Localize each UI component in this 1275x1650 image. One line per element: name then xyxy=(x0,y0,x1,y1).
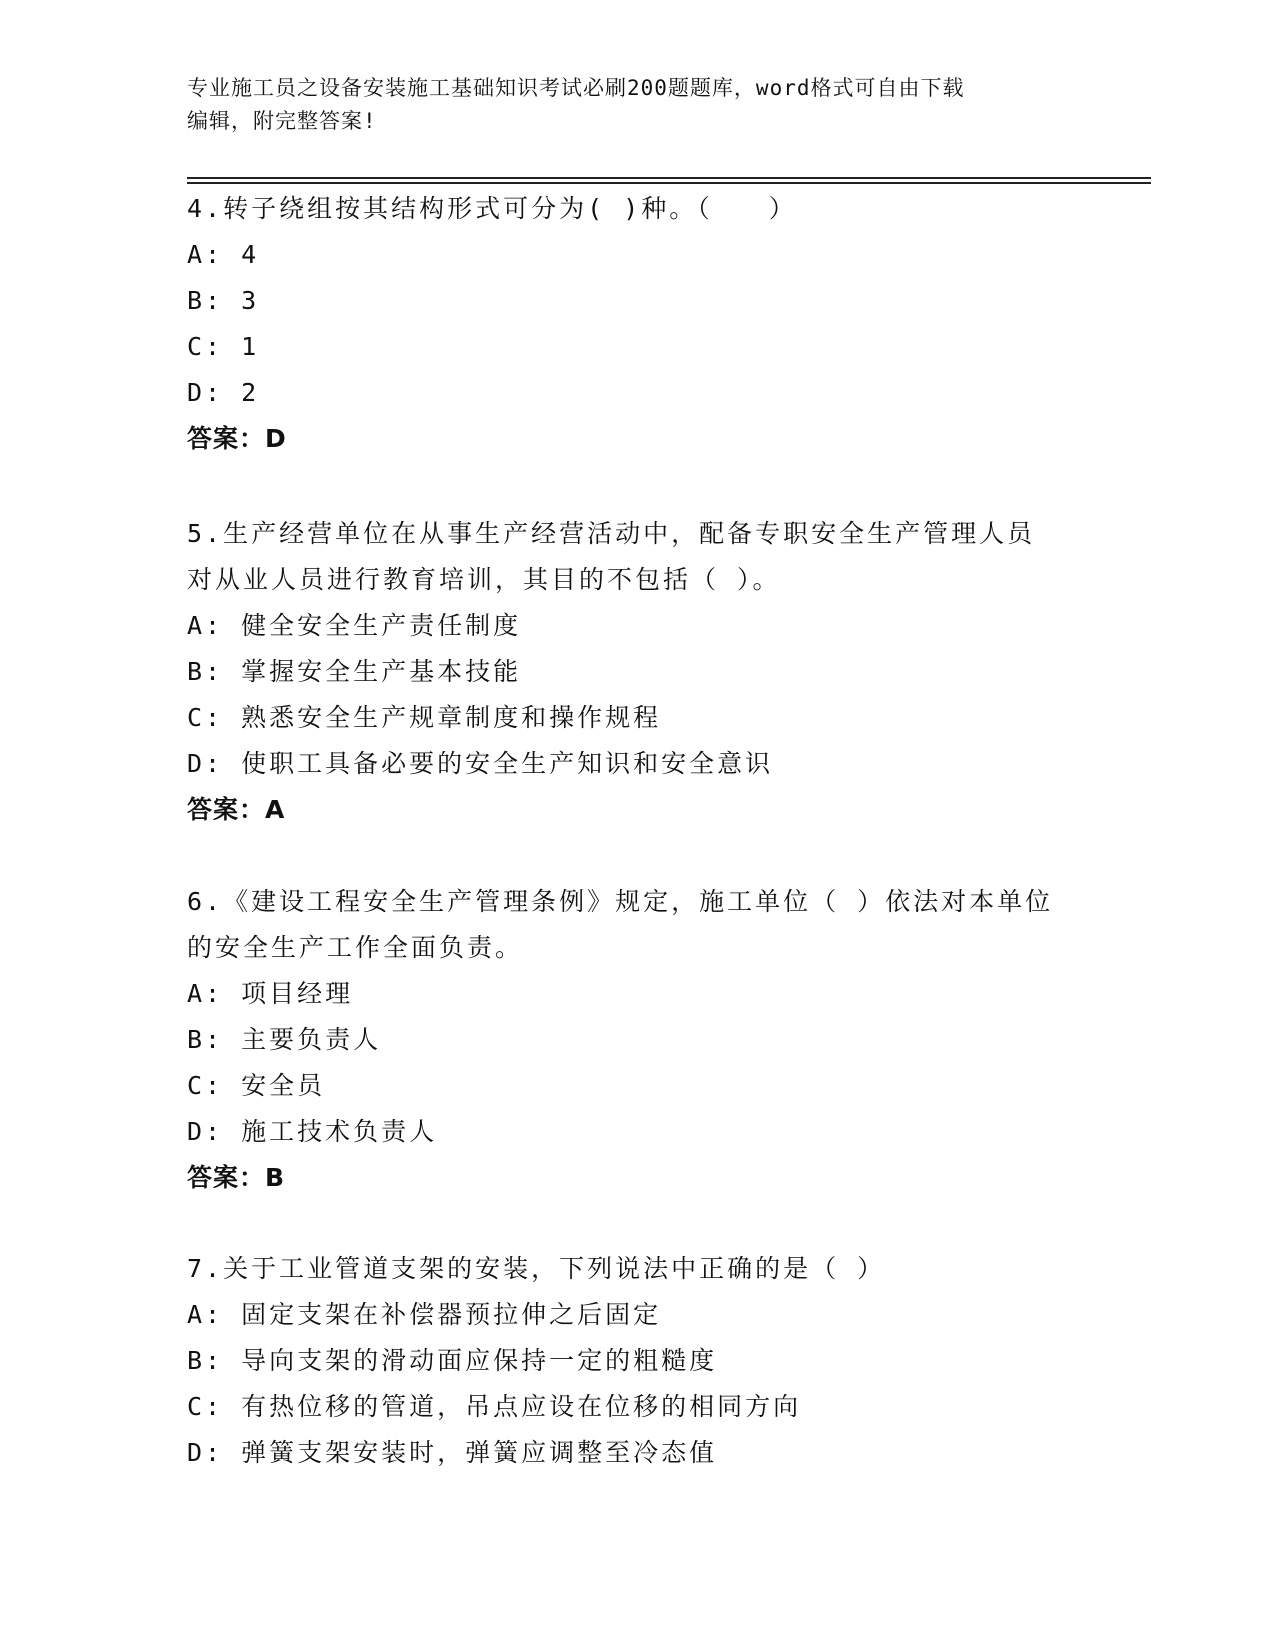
option-d: D: 2 xyxy=(187,378,260,407)
option-b: B: 主要负责人 xyxy=(187,1025,382,1054)
option-c: C: 有热位移的管道，吊点应设在位移的相同方向 xyxy=(187,1392,802,1421)
document-header xyxy=(187,72,1087,138)
option-a: A: 健全安全生产责任制度 xyxy=(187,611,522,640)
question-stem: 4.转子绕组按其结构形式可分为( )种。（ ） xyxy=(187,194,797,223)
answer: 答案：B xyxy=(187,1163,286,1192)
option-a: A: 项目经理 xyxy=(187,979,354,1008)
question-stem-continued: 的安全生产工作全面负责。 xyxy=(187,933,524,962)
answer: 答案：A xyxy=(187,795,286,824)
question-stem: 5.生产经营单位在从事生产经营活动中，配备专职安全生产管理人员 xyxy=(187,519,1036,548)
header-line-1: 专业施工员之设备安装施工基础知识考试必刷200题题库，word格式可自由下载 xyxy=(187,76,965,100)
question-6 xyxy=(187,879,1107,1201)
question-stem: 7.关于工业管道支架的安装，下列说法中正确的是（ ） xyxy=(187,1254,886,1283)
option-c: C: 熟悉安全生产规章制度和操作规程 xyxy=(187,703,662,732)
header-divider-bottom xyxy=(187,182,1151,184)
option-a: A: 4 xyxy=(187,240,260,269)
question-stem: 6.《建设工程安全生产管理条例》规定，施工单位（ ）依法对本单位 xyxy=(187,887,1054,916)
question-stem-continued: 对从业人员进行教育培训，其目的不包括（ ）。 xyxy=(187,565,781,594)
question-4 xyxy=(187,186,1107,462)
question-7 xyxy=(187,1246,1107,1476)
option-c: C: 1 xyxy=(187,332,260,361)
option-d: D: 施工技术负责人 xyxy=(187,1117,438,1146)
option-d: D: 弹簧支架安装时，弹簧应调整至冷态值 xyxy=(187,1438,718,1467)
option-a: A: 固定支架在补偿器预拉伸之后固定 xyxy=(187,1300,662,1329)
header-line-2: 编辑，附完整答案! xyxy=(187,109,377,133)
question-5 xyxy=(187,511,1107,833)
option-b: B: 掌握安全生产基本技能 xyxy=(187,657,522,686)
option-d: D: 使职工具备必要的安全生产知识和安全意识 xyxy=(187,749,774,778)
option-b: B: 3 xyxy=(187,286,260,315)
answer: 答案：D xyxy=(187,424,287,453)
header-divider-top xyxy=(187,177,1151,179)
option-b: B: 导向支架的滑动面应保持一定的粗糙度 xyxy=(187,1346,718,1375)
option-c: C: 安全员 xyxy=(187,1071,326,1100)
